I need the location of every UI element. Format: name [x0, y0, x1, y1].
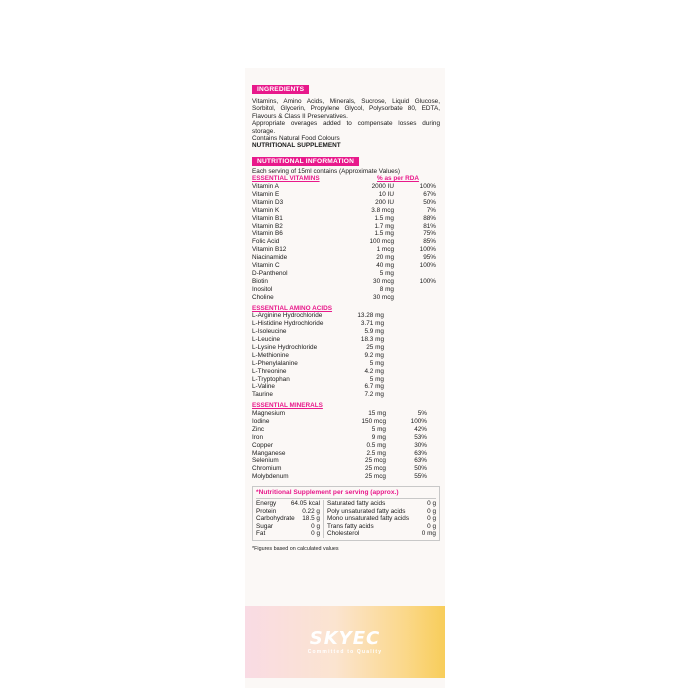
- amino-row: [252, 368, 440, 376]
- mineral-row: [252, 465, 440, 473]
- amino-row: [252, 360, 440, 368]
- supplement-name: Carbohydrate: [256, 515, 295, 523]
- vitamin-row: [252, 246, 440, 254]
- supplement-amount: 0 g: [427, 500, 436, 508]
- vitamin-amount: 1.5 mg: [374, 230, 394, 238]
- mineral-rda: 100%: [410, 417, 427, 425]
- vitamin-amount: 100 mcg: [369, 238, 394, 246]
- amino-name: L-Methionine: [252, 351, 289, 359]
- supplement-amount: 0 g: [427, 522, 436, 530]
- vitamin-amount: 8 mg: [379, 285, 394, 293]
- vitamin-rda: 85%: [423, 238, 436, 246]
- vitamin-row: [252, 294, 440, 302]
- amino-name: L-Arginine Hydrochloride: [252, 312, 323, 320]
- vitamin-amount: 200 IU: [375, 198, 394, 206]
- mineral-amount: 9 mg: [371, 433, 386, 441]
- vitamin-row: [252, 254, 440, 262]
- vitamin-name: Vitamin B1: [252, 214, 283, 222]
- supplement-name: Poly unsaturated fatty acids: [327, 507, 406, 515]
- vitamin-amount: 40 mg: [376, 262, 394, 270]
- vitamin-row: [252, 238, 440, 246]
- vitamin-amount: 10 IU: [378, 191, 394, 199]
- vitamin-name: Vitamin D3: [252, 198, 284, 206]
- amino-name: L-Isoleucine: [252, 328, 287, 336]
- mineral-rda: 30%: [414, 441, 427, 449]
- amino-amount: 18.3 mg: [360, 336, 384, 344]
- amino-row: [252, 352, 440, 360]
- vitamin-rda: 7%: [426, 206, 436, 214]
- vitamin-amount: 30 mcg: [373, 293, 394, 301]
- mineral-row: [252, 442, 440, 450]
- amino-name: Taurine: [252, 391, 273, 399]
- mineral-name: Iodine: [252, 417, 270, 425]
- supplement-name: Trans fatty acids: [327, 522, 374, 530]
- vitamin-row: [252, 207, 440, 215]
- amino-amount: 25 mg: [366, 343, 384, 351]
- amino-amount: 4.2 mg: [364, 367, 384, 375]
- mineral-amount: 2.5 mg: [366, 449, 386, 457]
- mineral-amount: 0.5 mg: [366, 441, 386, 449]
- supplement-amount: 0 mg: [421, 530, 436, 538]
- brand-tagline: Committed to Quality: [307, 648, 383, 655]
- vitamin-amount: 1.5 mg: [374, 214, 394, 222]
- mineral-amount: 5 mg: [371, 425, 386, 433]
- mineral-rda: 53%: [414, 433, 427, 441]
- amino-amount: 3.71 mg: [360, 320, 384, 328]
- vitamin-rda: 100%: [419, 183, 436, 191]
- supplement-row: [327, 515, 436, 523]
- amino-row: [252, 383, 440, 391]
- supplement-row: [327, 523, 436, 531]
- mineral-row: [252, 457, 440, 465]
- supplement-row: [256, 515, 320, 523]
- vitamin-row: [252, 183, 440, 191]
- vitamin-name: Niacinamide: [252, 254, 288, 262]
- vitamin-name: Vitamin K: [252, 206, 280, 214]
- amino-table: [252, 305, 440, 400]
- mineral-amount: 150 mcg: [361, 417, 386, 425]
- supplement-box-grid: [256, 498, 436, 538]
- amino-row: [252, 312, 440, 320]
- mineral-row: [252, 426, 440, 434]
- amino-name: L-Threonine: [252, 367, 287, 375]
- ingredients-text: [252, 98, 440, 150]
- vitamin-amount: 1 mcg: [376, 246, 394, 254]
- amino-row: [252, 344, 440, 352]
- vitamin-amount: 20 mg: [376, 254, 394, 262]
- vitamins-title-row: [252, 175, 440, 183]
- supplement-row: [256, 530, 320, 538]
- supplement-amount: 0 g: [311, 522, 320, 530]
- amino-title: ESSENTIAL AMINO ACIDS: [252, 304, 333, 312]
- vitamin-rda: 88%: [423, 214, 436, 222]
- brand-banner: [245, 606, 445, 678]
- supplement-row: [256, 523, 320, 531]
- mineral-name: Iron: [252, 433, 264, 441]
- supplement-name: Sugar: [256, 522, 274, 530]
- serving-text: Each serving of 15ml contains (Approximate Values): [252, 167, 401, 175]
- mineral-name: Manganese: [252, 449, 286, 457]
- vitamin-row: [252, 199, 440, 207]
- vitamin-rda: 100%: [419, 262, 436, 270]
- supplement-amount: 18.5 g: [302, 515, 320, 523]
- amino-amount: 5.9 mg: [364, 328, 384, 336]
- vitamin-rda: 67%: [423, 191, 436, 199]
- vitamin-row: [252, 230, 440, 238]
- vitamins-table: [252, 175, 440, 301]
- amino-name: L-Histidine Hydrochloride: [252, 320, 324, 328]
- vitamin-amount: 2000 IU: [371, 183, 394, 191]
- supplement-box-right: [324, 500, 436, 538]
- vitamin-amount: 1.7 mg: [374, 222, 394, 230]
- vitamin-row: [252, 191, 440, 199]
- mineral-name: Chromium: [252, 465, 282, 473]
- colours-text: Contains Natural Food Colours: [252, 135, 340, 143]
- supplement-label: NUTRITIONAL SUPPLEMENT: [252, 142, 341, 150]
- supplement-amount: 0 g: [427, 507, 436, 515]
- vitamin-rda: 50%: [423, 198, 436, 206]
- supplement-row: [256, 500, 320, 508]
- footnote: *Figures based on calculated values: [252, 546, 339, 553]
- ingredients-header: INGREDIENTS: [252, 85, 309, 94]
- vitamin-row: [252, 262, 440, 270]
- supplement-name: Mono unsaturated fatty acids: [327, 515, 410, 523]
- mineral-row: [252, 450, 440, 458]
- nutrition-header: NUTRITIONAL INFORMATION: [252, 157, 359, 166]
- vitamin-name: D-Panthenol: [252, 269, 288, 277]
- vitamin-row: [252, 286, 440, 294]
- mineral-row: [252, 418, 440, 426]
- amino-row: [252, 336, 440, 344]
- vitamin-row: [252, 278, 440, 286]
- vitamin-amount: 3.8 mcg: [371, 206, 394, 214]
- supplement-row: [327, 508, 436, 516]
- amino-amount: 9.2 mg: [364, 351, 384, 359]
- vitamin-name: Vitamin A: [252, 183, 279, 191]
- amino-amount: 7.2 mg: [364, 391, 384, 399]
- vitamin-rda: 95%: [423, 254, 436, 262]
- amino-amount: 6.7 mg: [364, 383, 384, 391]
- vitamin-amount: 30 mcg: [373, 277, 394, 285]
- amino-name: L-Lysine Hydrochloride: [252, 343, 318, 351]
- vitamin-amount: 5 mg: [379, 269, 394, 277]
- mineral-amount: 25 mcg: [365, 473, 386, 481]
- vitamin-row: [252, 270, 440, 278]
- amino-name: L-Valine: [252, 383, 275, 391]
- mineral-rda: 5%: [417, 410, 427, 418]
- supplement-amount: 0.22 g: [302, 507, 320, 515]
- supplement-amount: 0 g: [427, 515, 436, 523]
- vitamins-title: ESSENTIAL VITAMINS: [252, 175, 320, 183]
- vitamin-rda: 100%: [419, 277, 436, 285]
- supplement-name: Protein: [256, 507, 277, 515]
- supplement-row: [256, 508, 320, 516]
- mineral-row: [252, 473, 440, 481]
- mineral-amount: 25 mcg: [365, 457, 386, 465]
- vitamin-name: Inositol: [252, 285, 273, 293]
- supplement-amount: 0 g: [311, 530, 320, 538]
- mineral-row: [252, 410, 440, 418]
- amino-name: L-Tryptophan: [252, 375, 290, 383]
- vitamin-name: Vitamin B2: [252, 222, 283, 230]
- mineral-amount: 25 mcg: [365, 465, 386, 473]
- amino-amount: 5 mg: [369, 375, 384, 383]
- mineral-rda: 63%: [414, 449, 427, 457]
- amino-amount: 13.28 mg: [357, 312, 384, 320]
- mineral-name: Zinc: [252, 425, 265, 433]
- amino-row: [252, 320, 440, 328]
- brand-logo: SKYEC: [309, 627, 381, 649]
- supplement-row: [327, 500, 436, 508]
- supplement-amount: 64.05 kcal: [290, 500, 320, 508]
- vitamin-rda: [394, 294, 440, 302]
- mineral-rda: 50%: [414, 465, 427, 473]
- vitamin-name: Folic Acid: [252, 238, 280, 246]
- mineral-name: Molybdenum: [252, 473, 289, 481]
- supplement-box-title: *Nutritional Supplement per serving (approx.): [256, 489, 399, 497]
- supplement-box-left: [256, 500, 324, 538]
- vitamin-name: Biotin: [252, 277, 268, 285]
- minerals-title: ESSENTIAL MINERALS: [252, 402, 323, 410]
- vitamin-rda: [394, 270, 440, 278]
- amino-row: [252, 376, 440, 384]
- mineral-name: Magnesium: [252, 410, 286, 418]
- mineral-name: Copper: [252, 441, 273, 449]
- vitamin-rda: 75%: [423, 230, 436, 238]
- overages-text: Appropriate overages added to compensate losses during storage.: [252, 120, 440, 135]
- mineral-rda: 63%: [414, 457, 427, 465]
- vitamin-rda: 81%: [423, 222, 436, 230]
- amino-name: L-Leucine: [252, 336, 281, 344]
- vitamin-name: Vitamin B6: [252, 230, 283, 238]
- vitamin-rda: 100%: [419, 246, 436, 254]
- mineral-row: [252, 434, 440, 442]
- label-content: [252, 85, 440, 553]
- supplement-name: Energy: [256, 500, 277, 508]
- amino-amount: 5 mg: [369, 359, 384, 367]
- vitamin-name: Choline: [252, 293, 274, 301]
- vitamin-name: Vitamin E: [252, 191, 280, 199]
- supplement-row: [327, 530, 436, 538]
- mineral-rda: 55%: [414, 473, 427, 481]
- amino-row: [252, 391, 440, 399]
- vitamin-name: Vitamin B12: [252, 246, 287, 254]
- supplement-name: Saturated fatty acids: [327, 500, 386, 508]
- vitamin-rda: [394, 286, 440, 294]
- supplement-name: Cholesterol: [327, 530, 360, 538]
- amino-row: [252, 328, 440, 336]
- vitamin-row: [252, 215, 440, 223]
- amino-name: L-Phenylalanine: [252, 359, 298, 367]
- ingredients-list: Vitamins, Amino Acids, Minerals, Sucrose, Liquid Glucose, Sorbitol, Glycerin, Propylene Glycol, Polysorbate 80, EDTA, Flavours & Class II Preservatives.: [252, 98, 440, 120]
- mineral-rda: 42%: [414, 425, 427, 433]
- minerals-table: [252, 402, 440, 481]
- vitamin-row: [252, 223, 440, 231]
- supplement-box: [252, 486, 440, 541]
- rda-title: % as per RDA: [377, 175, 419, 183]
- mineral-name: Selenium: [252, 457, 279, 465]
- mineral-amount: 15 mg: [368, 410, 386, 418]
- vitamin-name: Vitamin C: [252, 262, 280, 270]
- supplement-name: Fat: [256, 530, 266, 538]
